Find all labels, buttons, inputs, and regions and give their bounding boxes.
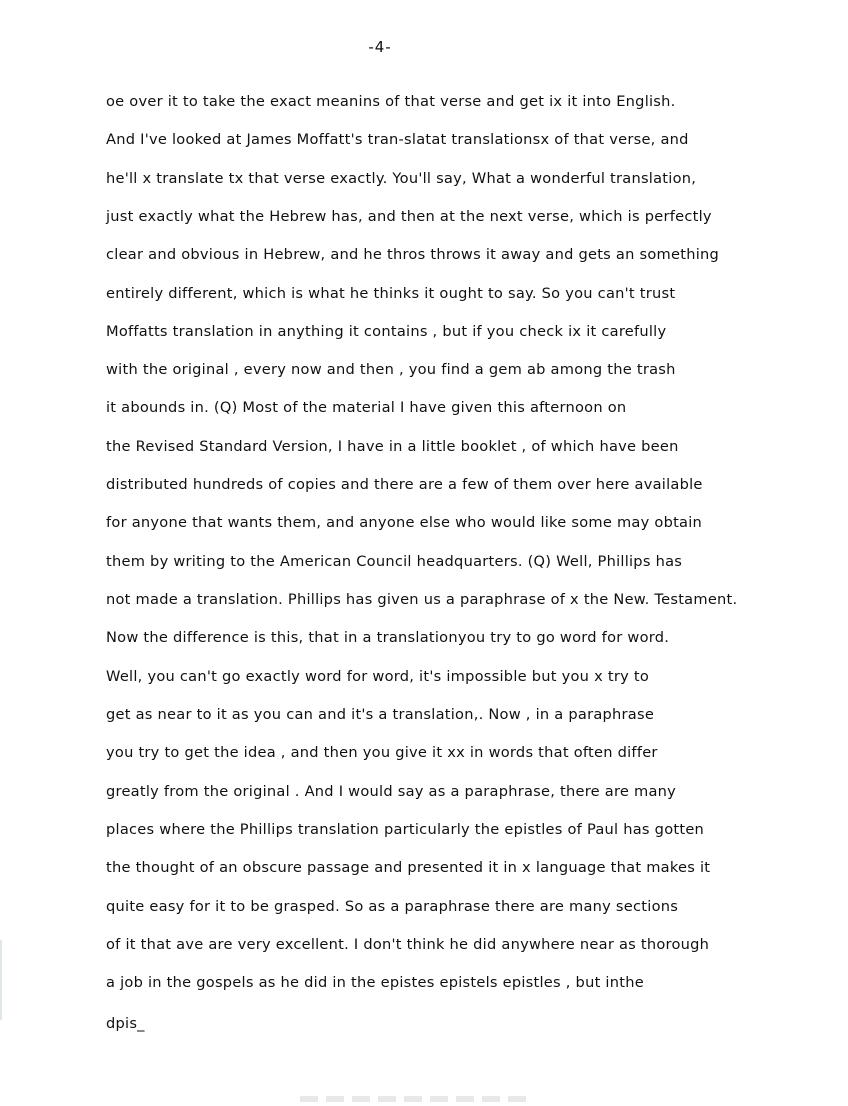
text-line: places where the Phillips translation particularly the epistles of Paul has gotten — [106, 821, 705, 838]
text-line: dpis_ — [106, 1015, 145, 1032]
text-line: with the original , every now and then , you find a gem ab among the trash — [106, 361, 676, 378]
text-line: clear and obvious in Hebrew, and he thros throws it away and gets an something — [106, 246, 720, 263]
text-line: for anyone that wants them, and anyone else who would like some may obtain — [106, 514, 703, 531]
text-line: Moffatts translation in anything it contains , but if you check ix it carefully — [106, 323, 667, 340]
text-line: oe over it to take the exact meanins of that verse and get ix it into English. — [106, 93, 676, 110]
text-line: it abounds in. (Q) Most of the material I have given this afternoon on — [106, 399, 627, 416]
text-line: a job in the gospels as he did in the epistes epistels epistles , but inthe — [106, 974, 644, 991]
text-line: quite easy for it to be grasped. So as a paraphrase there are many sections — [106, 898, 679, 915]
page-number: -4- — [368, 38, 392, 56]
text-line: of it that ave are very excellent. I don't think he did anywhere near as thorough — [106, 936, 710, 953]
text-line: not made a translation. Phillips has given us a paraphrase of x the New. Testament. — [106, 591, 738, 608]
scan-footer-smudge — [300, 1096, 530, 1102]
text-line: he'll x translate tx that verse exactly. You'll say, What a wonderful translation, — [106, 170, 697, 187]
text-line: the thought of an obscure passage and presented it in x language that makes it — [106, 859, 711, 876]
text-line: distributed hundreds of copies and there are a few of them over here available — [106, 476, 703, 493]
text-line: And I've looked at James Moffatt's tran-slatat translationsx of that verse, and — [106, 131, 689, 148]
text-line: them by writing to the American Council headquarters. (Q) Well, Phillips has — [106, 553, 683, 570]
text-line: greatly from the original . And I would say as a paraphrase, there are many — [106, 783, 677, 800]
text-line: Now the difference is this, that in a translationyou try to go word for word. — [106, 629, 670, 646]
text-line: you try to get the idea , and then you give it xx in words that often differ — [106, 744, 658, 761]
text-line: Well, you can't go exactly word for word, it's impossible but you x try to — [106, 668, 649, 685]
text-line: the Revised Standard Version, I have in a little booklet , of which have been — [106, 438, 679, 455]
text-line: just exactly what the Hebrew has, and then at the next verse, which is perfectly — [106, 208, 712, 225]
text-line: get as near to it as you can and it's a translation,. Now , in a paraphrase — [106, 706, 655, 723]
text-line: entirely different, which is what he thinks it ought to say. So you can't trust — [106, 285, 676, 302]
scan-margin-mark — [0, 940, 2, 1020]
